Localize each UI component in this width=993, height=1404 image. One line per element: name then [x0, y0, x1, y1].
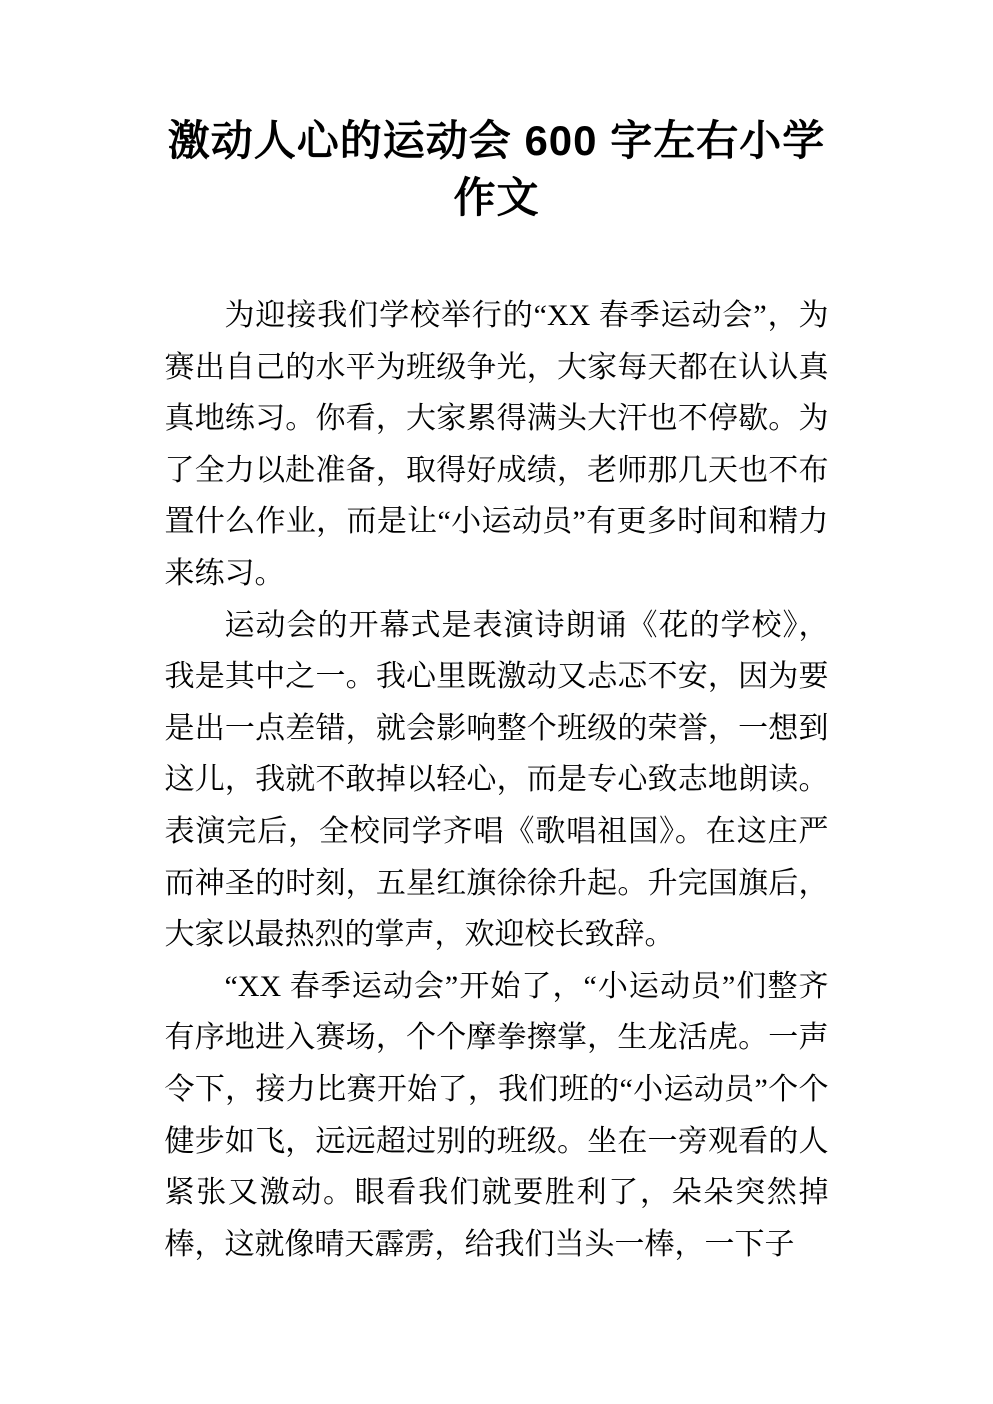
paragraph: “XX 春季运动会”开始了，“小运动员”们整齐有序地进入赛场，个个摩拳擦掌，生龙活虎。一声令下，接力比赛开始了，我们班的“小运动员”个个健步如飞，远远超过别的班级。坐在一旁观看的人紧张又激动。眼看我们就要胜利了，朵朵突然掉棒，这就像晴天霹雳，给我们当头一棒，一下子 [164, 969, 829, 1261]
paragraph: 运动会的开幕式是表演诗朗诵《花的学校》，我是其中之一。我心里既激动又忐忑不安，因为要是出一点差错，就会影响整个班级的荣誉，一想到这儿，我就不敢掉以轻心，而是专心致志地朗读。表演完后，全校同学齐唱《歌唱祖国》。在这庄严而神圣的时刻，五星红旗徐徐升起。升完国旗后，大家以最热烈的掌声，欢迎校长致辞。 [164, 608, 829, 952]
document-title: 激动人心的运动会 600 字左右小学作文 [167, 117, 826, 221]
paragraph: 为迎接我们学校举行的“XX 春季运动会”，为赛出自己的水平为班级争光，大家每天都在认认真真地练习。你看，大家累得满头大汗也不停歇。为了全力以赴准备，取得好成绩，老师那几天也不布置什么作业，而是让“小运动员”有更多时间和精力来练习。 [164, 299, 829, 590]
document-body [165, 290, 829, 1270]
